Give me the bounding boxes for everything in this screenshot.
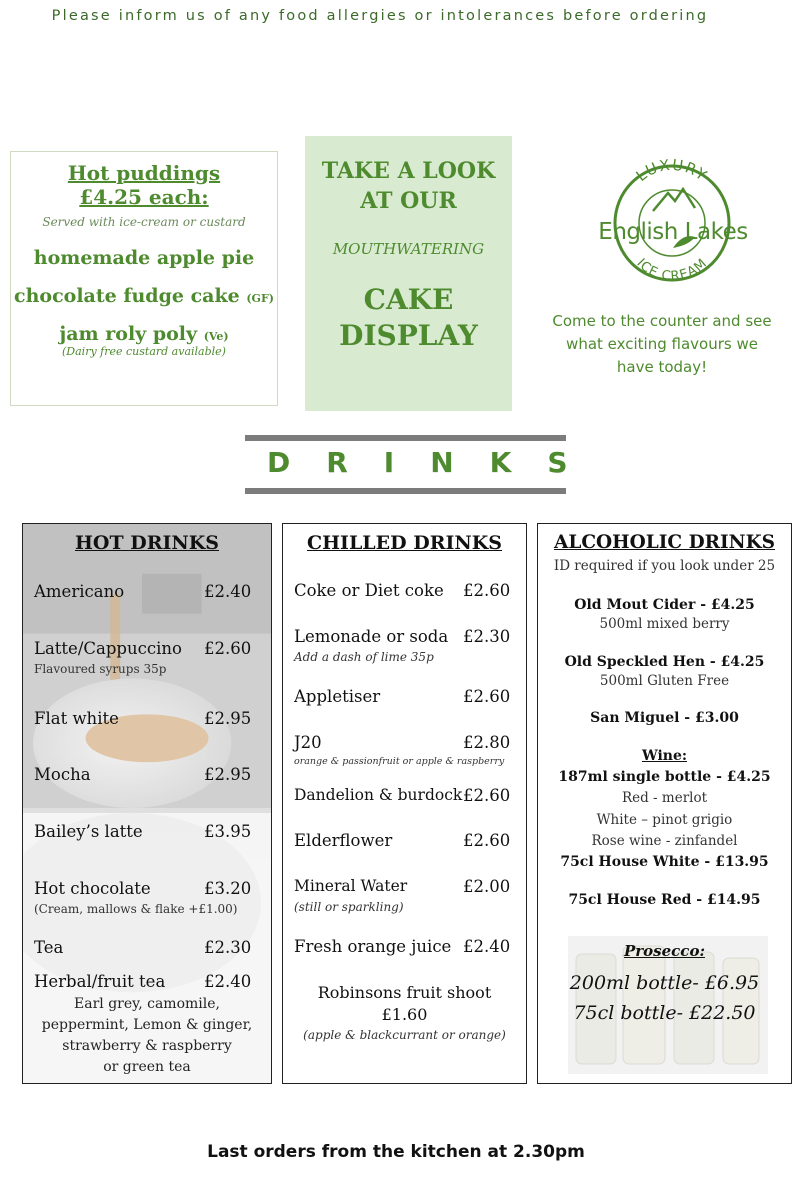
hot-drink-name: Hot chocolate	[34, 879, 151, 898]
chilled-drink-price: £2.30	[463, 627, 511, 646]
svg-text:LUXURY	[633, 156, 711, 185]
last-orders-footer: Last orders from the kitchen at 2.30pm	[207, 1142, 585, 1162]
pudding-tag: (Ve)	[203, 330, 229, 343]
herbal-options	[23, 994, 271, 1078]
herbal-option: Earl grey, camomile,	[74, 996, 220, 1012]
hot-drink-price: £2.40	[204, 582, 252, 601]
chilled-drink-price: £2.60	[463, 786, 511, 805]
chilled-drink-name: Coke or Diet coke	[294, 581, 444, 600]
logo-main-text: English Lakes	[598, 219, 748, 245]
prosecco-75: 75cl bottle- £22.50	[573, 1002, 756, 1024]
chilled-drink-price: £2.80	[463, 733, 511, 752]
cake-display-title	[305, 282, 512, 354]
hot-drink-name: Herbal/fruit tea	[34, 972, 166, 991]
ice-cream-line: have today!	[616, 358, 708, 376]
pudding-item	[11, 247, 277, 269]
san-miguel-item: San Miguel - £3.00	[590, 710, 739, 726]
hen-item: Old Speckled Hen - £4.25	[564, 654, 765, 670]
pudding-name: chocolate fudge cake	[14, 285, 240, 307]
hen-note: 500ml Gluten Free	[599, 673, 730, 689]
hot-drink-note: (Cream, mallows & flake +£1.00)	[34, 902, 238, 916]
drinks-heading: DRINKS	[267, 446, 604, 479]
chilled-drink-name: Fresh orange juice	[294, 937, 452, 956]
chilled-drinks-panel	[282, 523, 527, 1084]
hot-puddings-box	[10, 151, 278, 406]
chilled-drink-note: (still or sparkling)	[294, 900, 404, 914]
wine-option: Red - merlot	[621, 790, 708, 806]
cake-line: CAKE	[363, 283, 454, 316]
divider-bar-bottom	[245, 488, 566, 494]
ice-cream-line: what exciting flavours we	[566, 335, 758, 353]
hot-drink-name: Americano	[34, 582, 125, 601]
pudding-name: homemade apple pie	[33, 247, 255, 269]
chilled-drink-price: £2.60	[463, 687, 511, 706]
cake-line: MOUTHWATERING	[332, 240, 485, 258]
pudding-name: jam roly poly	[59, 323, 198, 345]
hot-drink-name: Mocha	[34, 765, 91, 784]
chilled-drink-price: £2.40	[463, 937, 511, 956]
puddings-title-line1: Hot puddings	[67, 161, 221, 185]
chilled-drink-price: £2.60	[463, 831, 511, 850]
herbal-option: strawberry & raspberry	[62, 1038, 232, 1054]
chilled-drink-note: Add a dash of lime 35p	[294, 650, 434, 664]
chilled-drinks-title: CHILLED DRINKS	[306, 532, 502, 554]
pudding-tag: (GF)	[246, 292, 274, 305]
hot-drink-note: Flavoured syrups 35p	[34, 662, 167, 676]
house-red: 75cl House Red - £14.95	[568, 892, 761, 908]
cake-line: AT OUR	[360, 188, 457, 214]
alcoholic-drinks-panel	[537, 523, 792, 1084]
house-white: 75cl House White - £13.95	[560, 854, 769, 870]
hot-drink-price: £2.40	[204, 972, 252, 991]
chilled-drink-name: J20	[294, 733, 322, 752]
cake-line: TAKE A LOOK	[321, 158, 496, 184]
hot-drinks-panel	[22, 523, 272, 1084]
wine-single: 187ml single bottle - £4.25	[558, 769, 771, 785]
puddings-title-line2: £4.25 each:	[79, 185, 209, 209]
alcoholic-drinks-title: ALCOHOLIC DRINKS	[553, 532, 776, 553]
allergy-notice: Please inform us of any food allergies or intolerances before ordering	[51, 8, 709, 24]
chilled-drink-price: £2.60	[463, 581, 511, 600]
svg-text:ICE CREAM	[633, 256, 710, 284]
wine-option: Rose wine - zinfandel	[591, 833, 738, 849]
puddings-note: (Dairy free custard available)	[62, 345, 226, 358]
id-note: ID required if you look under 25	[553, 558, 776, 574]
prosecco-200: 200ml bottle- £6.95	[569, 972, 760, 994]
cider-note: 500ml mixed berry	[599, 616, 730, 632]
hot-drink-price: £2.95	[204, 765, 252, 784]
chilled-drink-name: Dandelion & burdock	[294, 786, 463, 804]
chilled-drink-name: Appletiser	[294, 687, 381, 706]
chilled-drink-name: Elderflower	[294, 831, 393, 850]
puddings-subtitle: Served with ice-cream or custard	[42, 215, 246, 229]
hot-drink-price: £3.95	[204, 822, 252, 841]
prosecco-title: Prosecco:	[624, 942, 705, 960]
chilled-drink-name: Mineral Water	[294, 877, 408, 895]
divider-bar-top	[245, 435, 566, 441]
cake-line: DISPLAY	[339, 319, 478, 352]
fruit-shoot-price: £1.60	[381, 1005, 428, 1024]
pudding-item	[11, 323, 277, 345]
hot-drink-price: £2.60	[204, 639, 252, 658]
fruit-shoot-name: Robinsons fruit shoot	[317, 983, 492, 1002]
wine-option: White – pinot grigio	[596, 812, 733, 828]
chilled-drink-note: orange & passionfruit or apple & raspberry	[294, 756, 505, 767]
wine-title: Wine:	[641, 748, 688, 764]
fruit-shoot-note: (apple & blackcurrant or orange)	[303, 1028, 506, 1042]
hot-drink-name: Bailey’s latte	[34, 822, 143, 841]
herbal-option: or green tea	[103, 1059, 191, 1075]
hot-drink-price: £3.20	[204, 879, 252, 898]
herbal-option: peppermint, Lemon & ginger,	[41, 1017, 253, 1033]
pudding-item	[11, 285, 277, 307]
hot-drink-name: Latte/Cappuccino	[34, 639, 182, 658]
ice-cream-line: Come to the counter and see	[552, 312, 772, 330]
hot-drink-name: Tea	[34, 938, 64, 957]
logo-bottom-text: ICE CREAM	[633, 255, 711, 285]
cider-item: Old Mout Cider - £4.25	[574, 597, 755, 613]
ice-cream-message	[540, 310, 784, 379]
chilled-drink-name: Lemonade or soda	[294, 627, 449, 646]
cake-headline	[305, 156, 512, 216]
hot-drink-price: £2.30	[204, 938, 252, 957]
hot-drink-name: Flat white	[34, 709, 119, 728]
cake-display-box	[305, 136, 512, 411]
logo-top-text: LUXURY	[632, 155, 712, 186]
fruit-shoot-block	[283, 982, 526, 1042]
hot-drinks-title: HOT DRINKS	[74, 532, 219, 554]
chilled-drink-price: £2.00	[463, 877, 511, 896]
hot-drink-price: £2.95	[204, 709, 252, 728]
